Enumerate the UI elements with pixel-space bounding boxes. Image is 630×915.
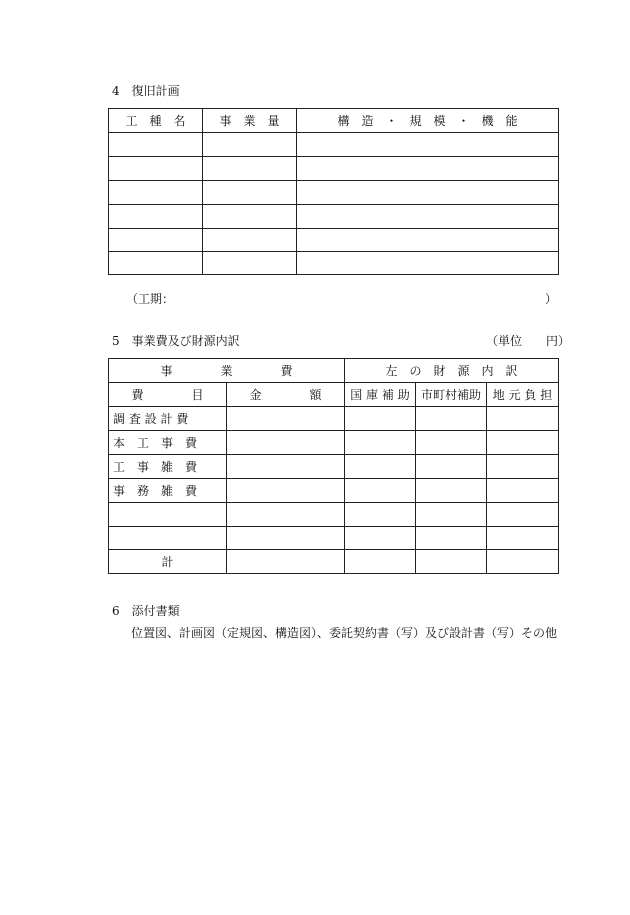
table-row [109,157,559,181]
section-5-heading: 5 事業費及び財源内訳 [112,334,240,348]
header-work-type: 工 種 名 [109,109,203,133]
cell[interactable] [109,181,203,205]
cell[interactable] [297,252,559,275]
attached-documents-list: 位置図、計画図（定規図、構造図）、委託契約書（写）及び設計書（写）その他 [131,626,558,640]
cell[interactable] [345,455,416,479]
cell[interactable] [203,181,297,205]
table-row [109,431,559,455]
cell[interactable] [487,407,559,431]
cell[interactable] [345,527,416,550]
budget-breakdown-table [108,358,559,574]
table-row [109,455,559,479]
cell[interactable] [227,479,345,503]
header-funding-breakdown: 左 の 財 源 内 訳 [345,359,559,383]
cell[interactable] [416,431,487,455]
cell[interactable] [227,431,345,455]
table-row [109,205,559,229]
cell[interactable] [487,431,559,455]
cell[interactable] [203,133,297,157]
table-row [109,229,559,252]
table-row [109,252,559,275]
header-national-subsidy: 国 庫 補 助 [345,383,416,407]
cell[interactable] [227,407,345,431]
cell[interactable] [109,229,203,252]
cell[interactable] [297,229,559,252]
cell[interactable] [416,503,487,527]
cell[interactable] [345,503,416,527]
construction-period-open: （工期： [126,292,175,306]
cell[interactable] [345,407,416,431]
header-expense-item: 費 目 [109,383,227,407]
header-municipal-subsidy: 市町村補助 [416,383,487,407]
cell[interactable] [297,133,559,157]
header-amount: 金 額 [227,383,345,407]
table-row [109,479,559,503]
cell[interactable] [203,157,297,181]
cell[interactable] [345,431,416,455]
recovery-plan-table [108,108,559,275]
cell[interactable] [416,527,487,550]
expense-item-label[interactable] [109,503,227,527]
cell[interactable] [109,133,203,157]
cell[interactable] [109,252,203,275]
cell[interactable] [416,407,487,431]
cell[interactable] [487,550,559,574]
cell[interactable] [297,205,559,229]
cell[interactable] [416,550,487,574]
cell[interactable] [227,527,345,550]
expense-item-label: 本 工 事 費 [109,431,227,455]
cell[interactable] [227,455,345,479]
cell[interactable] [203,252,297,275]
header-project-cost: 事 業 費 [109,359,345,383]
cell[interactable] [203,205,297,229]
cell[interactable] [345,550,416,574]
expense-item-label: 事 務 雑 費 [109,479,227,503]
cell[interactable] [227,503,345,527]
header-local-burden: 地 元 負 担 [487,383,559,407]
expense-item-label[interactable] [109,527,227,550]
table-row [109,133,559,157]
cell[interactable] [345,479,416,503]
cell[interactable] [487,527,559,550]
cell[interactable] [487,503,559,527]
total-label: 計 [109,550,227,574]
cell[interactable] [203,229,297,252]
cell[interactable] [487,455,559,479]
cell[interactable] [487,479,559,503]
section-6-heading: 6 添付書類 [112,604,180,618]
header-structure-scale-function: 構 造 ・ 規 模 ・ 機 能 [297,109,559,133]
cell[interactable] [297,181,559,205]
cell[interactable] [416,479,487,503]
expense-item-label: 調 査 設 計 費 [109,407,227,431]
expense-item-label: 工 事 雑 費 [109,455,227,479]
cell[interactable] [109,205,203,229]
cell[interactable] [109,157,203,181]
table-row [109,181,559,205]
total-row [109,550,559,574]
construction-period-close: ） [545,292,558,306]
header-work-volume: 事 業 量 [203,109,297,133]
unit-label: （単位 円） [486,334,571,348]
cell[interactable] [297,157,559,181]
cell[interactable] [416,455,487,479]
cell[interactable] [227,550,345,574]
table-row [109,527,559,550]
section-4-heading: 4 復旧計画 [112,84,180,98]
table-row [109,407,559,431]
table-row [109,503,559,527]
